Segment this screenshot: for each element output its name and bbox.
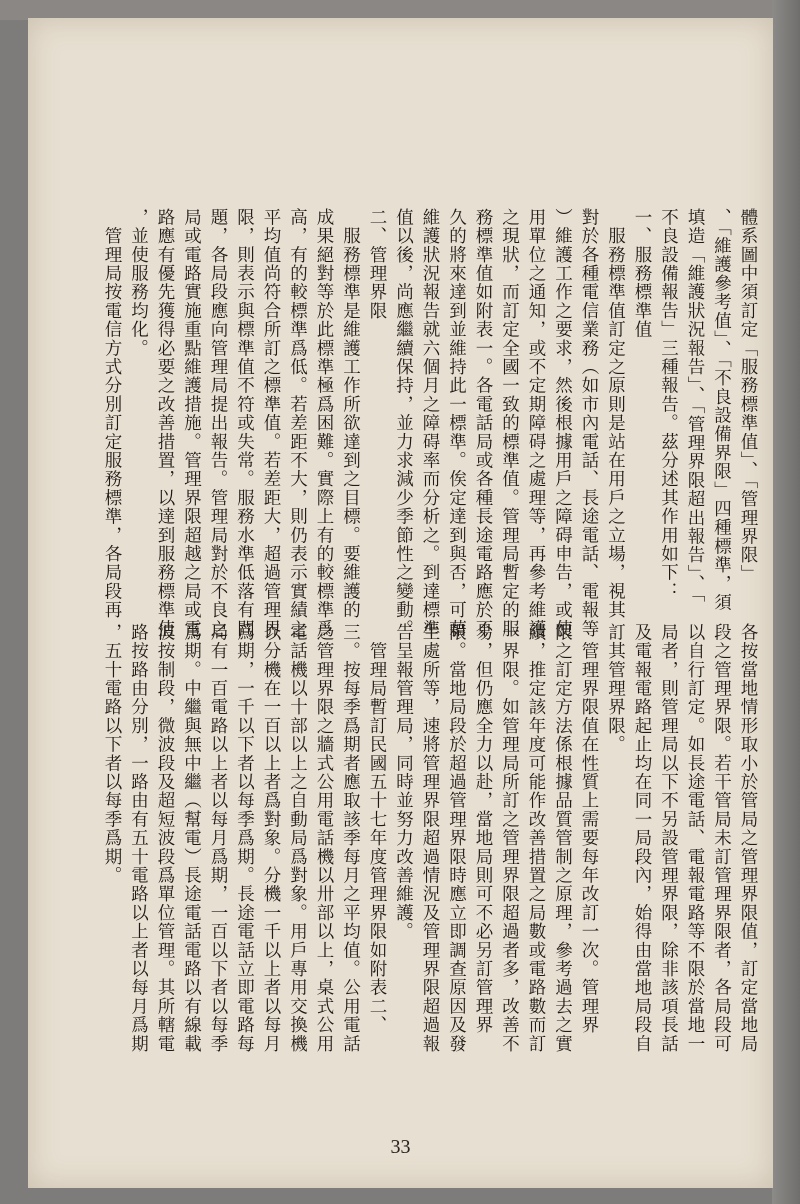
text-column: 波按制段，微波段及超短波段爲單位管理。其所轄電 — [155, 623, 175, 1054]
text-column: 易，但仍應全力以赴，當地局則可不必另訂管理界 — [473, 623, 493, 1035]
text-column: ，並使服務均化。 — [128, 208, 149, 358]
text-column: 維護狀況報告就六個月之障碍率而分析之。到達標準 — [420, 208, 440, 639]
text-column: 填造「維護狀況報告」、「管理界限超出報告」、「 — [685, 208, 705, 604]
text-column: 段之管理界限。若干管局未訂管理界限者，各局段可 — [711, 623, 732, 1054]
text-column: 電話機以十部以上之自動局爲對象。用戶專用交換機 — [287, 623, 308, 1054]
text-column: 以自行訂定。如長途電話、電報電路等不限於當地一 — [685, 623, 705, 1054]
text-column: 管理局按電信方式分別訂定服務標準，各局段再 — [102, 208, 122, 620]
text-column: 路按路由分別，一路由有五十電路以上者以每月爲期 — [128, 623, 149, 1054]
text-column: 之管理界限之牆式公用電話機以卅部以上，桌式公用 — [314, 623, 334, 1054]
document-page — [28, 18, 773, 1188]
text-column: 生處所等，速將管理界限超過情況及管理界限超過報 — [420, 623, 440, 1054]
text-column: 一、服務標準值 — [632, 208, 652, 339]
text-column: 限之訂定方法係根據品質管制之原理，參考過去之實 — [552, 623, 573, 1054]
text-column: 三。按每季爲期者應取該季每月之平均值。公用電話 — [340, 623, 361, 1054]
text-column: 績，推定該年度可能作改善措置之局數或電路數而訂 — [526, 623, 546, 1054]
text-column: ，五十電路以下者以每季爲期。 — [102, 623, 122, 885]
text-column: 管理界限值在性質上需要每年改訂一次。管理界 — [579, 623, 599, 1035]
text-column: 久的將來達到並維持此一標準。俟定達到與否，可藉 — [446, 208, 467, 639]
text-column: 限，則表示與標準值不符或失常。服務水準低落有問 — [234, 208, 255, 639]
text-column: 路應有優先獲得必要之改善措置，以達到服務標準值 — [155, 208, 175, 639]
text-column: 題，各局段應向管理局提出報告。管理局對於不良之 — [208, 208, 228, 639]
text-column: 各按當地情形取小於管局之管理界限值，訂定當地局 — [738, 623, 758, 1054]
text-column: 訂其管理界限。 — [605, 623, 626, 754]
text-column: 限。當地局段於超過管理界限時應立即調查原因及發 — [446, 623, 467, 1054]
text-column: 及電報電路起止均在同一局段內，始得由當地局段自 — [632, 623, 652, 1054]
text-column: 不良設備報告」三種報告。茲分述其作用如下： — [658, 208, 679, 601]
text-column: 體系圖中須訂定「服務標準值」、「管理界限」 — [738, 208, 758, 584]
text-column: 局者，則管理局以下不另設管理界限，除非該項長話 — [658, 623, 679, 1054]
top-text-block — [102, 208, 761, 639]
text-column: 值以後，尚應繼續保持，並力求減少季節性之變動。 — [393, 208, 414, 639]
bottom-text-block — [102, 623, 761, 1054]
text-column: 對於各種電信業務（如市內電話、長途電話、電報等 — [579, 208, 599, 639]
text-column: 高，有的較標準爲低。若差距不大，則仍表示實績之 — [287, 208, 308, 639]
text-column: 成果絕對等於此標準極爲困難。實際上有的較標準爲 — [314, 208, 334, 639]
scan-background-right — [772, 0, 800, 1204]
text-column: 服務標準值訂定之原則是站在用戶之立場，視其 — [605, 208, 626, 620]
text-column: ）維護工作之要求，然後根據用戶之障碍申告，或使 — [552, 208, 573, 639]
text-column: 告呈報管理局，同時並努力改善維護。 — [393, 623, 414, 941]
text-column: 服務標準是維護工作所欲達到之目標。要維護的 — [340, 208, 361, 620]
text-column: 爲期，一千以下者以每季爲期。長途電話立即電路每 — [234, 623, 255, 1054]
text-column: 用單位之通知，或不定期障碍之處理等，再參考維護 — [526, 208, 546, 639]
page-number: 33 — [390, 1136, 411, 1158]
text-column: 務標準值如附表一。各電話局或各種長途電路應於不 — [473, 208, 493, 639]
text-column: 之現狀，而訂定全國一致的標準值。管理局暫定的服 — [499, 208, 520, 639]
text-column: 、「維護參考值」、「不良設備界限」四種標準，須 — [711, 208, 732, 612]
text-column: 局有一百電路以上者以每月爲期，一百以下者以每季 — [208, 623, 228, 1054]
text-column: 以分機在一百以上者爲對象。分機一千以上者以每月 — [261, 623, 281, 1054]
text-column: 一界限。如管理局所訂之管理界限超過者多，改善不 — [499, 623, 520, 1054]
text-column: 管理局暫訂民國五十七年度管理界限如附表二、 — [367, 623, 387, 1035]
text-column: 爲期。中繼與無中繼（幫電）長途電話電路以有線載 — [181, 623, 202, 1054]
scan-background-top — [0, 0, 800, 20]
text-column: 局或電路實施重點維護措施。管理界限超越之局或電 — [181, 208, 202, 639]
text-column: 平均值尚符合所訂之標準值。若差距大，超過管理界 — [261, 208, 281, 639]
text-column: 二、管理界限 — [367, 208, 387, 321]
